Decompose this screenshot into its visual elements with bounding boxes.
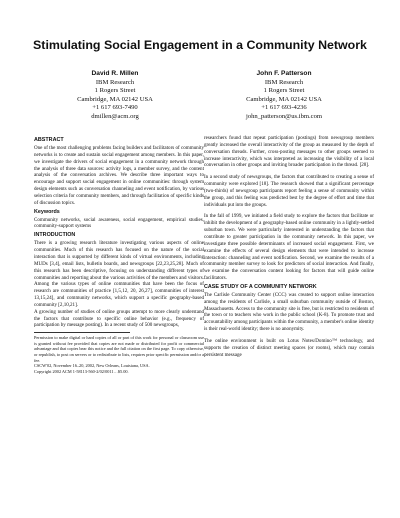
body-paragraph: The online environment is built on Lotus Notes/Domino™ technology, and supports the creation of distinct meeting spaces (or rooms), which may contain persistent message	[204, 337, 374, 358]
author-city: Cambridge, MA 02142 USA	[77, 95, 153, 103]
author-block-2	[204, 70, 364, 122]
author-phone: +1 617 693-7490	[92, 104, 138, 112]
right-column	[204, 135, 374, 358]
left-column	[34, 135, 204, 374]
author-org: IBM Research	[95, 78, 135, 86]
author-block-1	[35, 70, 195, 122]
author-street: 1 Rogers Street	[263, 87, 305, 95]
body-paragraph: The Carlisle Community Center (CCC) was created to support online interaction among the residents of Carlisle, a small suburban community outside of Boston, Massachusetts. Access to the community site is free, but is restricted to residents of the town or to teachers who work in the public school (K-8). To promote trust and accountability among participants within the community, a member's online identity is their real-world identity; there is no anonymity.	[204, 291, 374, 333]
author-street: 1 Rogers Street	[94, 87, 136, 95]
intro-paragraph: A growing number of studies of online groups attempt to more clearly understand the factors that contribute to specific online behavior (e.g., frequency of participation by message posting). In a recent study of 500 newsgroups,	[34, 308, 204, 329]
footnote-rule	[34, 332, 130, 333]
conference-info: CSCW'02, November 16–20, 2002, New Orleans, Louisiana, USA.	[34, 363, 150, 369]
author-phone: +1 617 693-4236	[261, 104, 307, 112]
copyright-line: Copyright 2002 ACM 1-58113-560-2/02/0011…$5.00.	[34, 368, 129, 374]
intro-paragraph: There is a growing research literature investigating various aspects of online communities. Much of this research has focused on the nature of the social interaction that is supported by different kinds of virtual environments, including MUDs [3,4], email lists, bulletin boards, and newsgroups [22,23,25,28]. Much of this research has been descriptive, focusing on understanding different types of communities and reporting about the various activities of the members and visitors. Among the various types of online communities that have been the focus of research are communities of practice [1,5,12, 20, 26,27], communities of interest 13,15,24], and community networks, which support a specific geography-based community [2,10,21].	[34, 240, 204, 308]
abstract-heading: ABSTRACT	[34, 137, 64, 143]
body-paragraph: researchers found that repeat participation (postings) from newsgroup members greatly increased the overall interactivity of the group as measured by the depth of conversation threads. Further, cross-posting messages to other groups seemed to increase interactivity, which was interpreted as increasing the visibility of a local conversation in other groups and inviting broader participation in the thread. [28].	[204, 135, 374, 169]
body-paragraph: In a second study of newsgroups, the factors that contributed to creating a sense of community were explored [18]. The research showed that a significant percentage (two-thirds) of newsgroup participants report feeling a sense of community within the group, and this feeling was predicted best by the degree of effort and time that individuals put into the groups.	[204, 174, 374, 208]
introduction-heading: INTRODUCTION	[34, 232, 76, 239]
keywords-heading: Keywords	[34, 208, 60, 215]
keywords-text: Community networks, social awareness, social engagement, empirical studies, community-support systems	[34, 216, 204, 230]
copyright-notice: Permission to make digital or hard copies of all or part of this work for personal or classroom use is granted without fee provided that copies are not made or distributed for profit or commercial advantage and that copies bear this notice and the full citation on the first page. To copy otherwise, or republish, to post on servers or to redistribute to lists, requires prior specific permission and/or a fee.	[34, 335, 204, 363]
case-study-heading: CASE STUDY OF A COMMUNITY NETWORK	[204, 283, 317, 290]
author-city: Cambridge, MA 02142 USA	[246, 95, 322, 103]
abstract-text: One of the most challenging problems facing builders and facilitators of community networks is to create and sustain social engagement among members. In this paper, we investigate the drivers of social engagement in a community network through the analysis of three data sources: activity logs, a member survey, and the content analysis of the conversation archives. We describe three important ways to encourage and support social engagement in online communities: through system design elements such as conversation channeling and event notification, by various selection criteria for community members, and through facilitation of specific kinds of discussion topics.	[34, 145, 204, 206]
author-name: John F. Patterson	[256, 70, 312, 77]
author-email: john_patterson@us.ibm.com	[245, 112, 323, 120]
body-paragraph: In the fall of 1999, we initiated a field study to explore the factors that facilitate or inhibit the development of a geography-based online community in a lightly-settled suburban town. We were particularly interested in understanding the factors that contribute to greater participation in the community network. In this paper, we investigate three possible determinants of increased social engagement. First, we examine the effects of several design elements that were intended to increase interaction: channeling and event notification. Second, we examine the results of a community member survey to look for predictors of social interaction. And finally, we examine the conversation content looking for factors that will guide online facilitators.	[204, 213, 374, 282]
paper-title: Stimulating Social Engagement in a Community Network	[33, 38, 367, 52]
author-email: dmillen@acm.org	[91, 112, 139, 120]
author-org: IBM Research	[264, 78, 304, 86]
author-name: David R. Millen	[91, 70, 139, 77]
